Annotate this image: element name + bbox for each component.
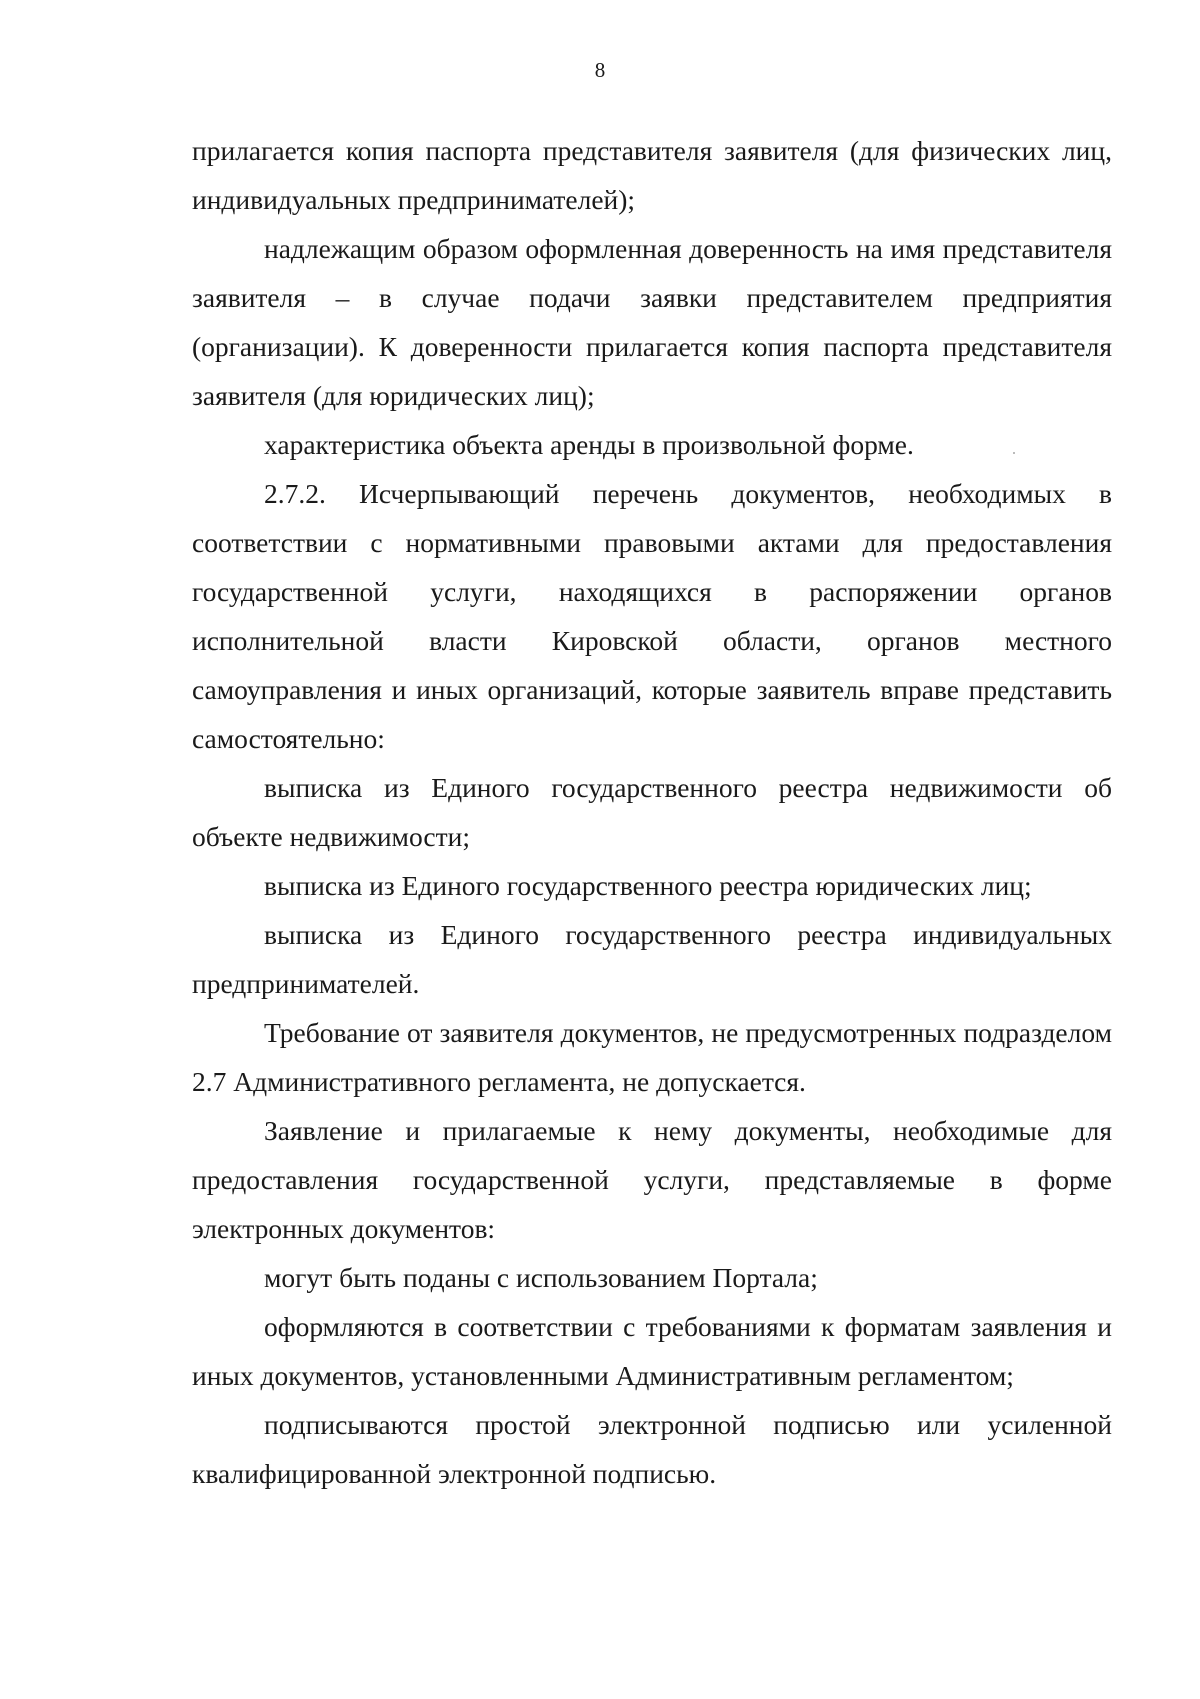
paragraph-portal: могут быть поданы с использованием Портала; xyxy=(264,1262,818,1293)
document-body xyxy=(192,126,1112,1498)
paragraph-formats: оформляются в соответствии с требованиями к форматам заявления и иных документов, установленными Административным регламентом; xyxy=(192,1311,1112,1391)
paragraph-power-of-attorney: надлежащим образом оформленная доверенность на имя представителя заявителя – в случае подачи заявки представителем предприятия (организации). К доверенности прилагается копия паспорта представителя заявителя (для юридических лиц); xyxy=(192,233,1112,411)
paragraph-requirement: Требование от заявителя документов, не предусмотренных подразделом 2.7 Административного регламента, не допускается. xyxy=(192,1017,1112,1097)
paragraph-legal-entities-extract: выписка из Единого государственного реестра юридических лиц; xyxy=(264,870,1032,901)
paragraph-signature: подписываются простой электронной подписью или усиленной квалифицированной электронной подписью. xyxy=(192,1409,1112,1489)
paragraph-real-estate-extract: выписка из Единого государственного реестра недвижимости об объекте недвижимости; xyxy=(192,772,1112,852)
paragraph-section-2-7-2: 2.7.2. Исчерпывающий перечень документов, необходимых в соответствии с нормативными правовыми актами для предоставления государственной услуги, находящихся в распоряжении органов исполнительной власти Кировской области, органов местного самоуправления и иных организаций, которые заявитель вправе представить самостоятельно: xyxy=(192,478,1112,754)
scan-artifact xyxy=(1013,452,1015,454)
page-number: 8 xyxy=(594,58,606,82)
paragraph-entrepreneurs-extract: выписка из Единого государственного реестра индивидуальных предпринимателей. xyxy=(192,919,1112,999)
paragraph-electronic-docs: Заявление и прилагаемые к нему документы, необходимые для предоставления государственной услуги, представляемые в форме электронных документов: xyxy=(192,1115,1112,1244)
paragraph-rental-object: характеристика объекта аренды в произвольной форме. xyxy=(264,429,914,460)
paragraph-passport-copy: прилагается копия паспорта представителя заявителя (для физических лиц, индивидуальных предпринимателей); xyxy=(192,135,1112,215)
